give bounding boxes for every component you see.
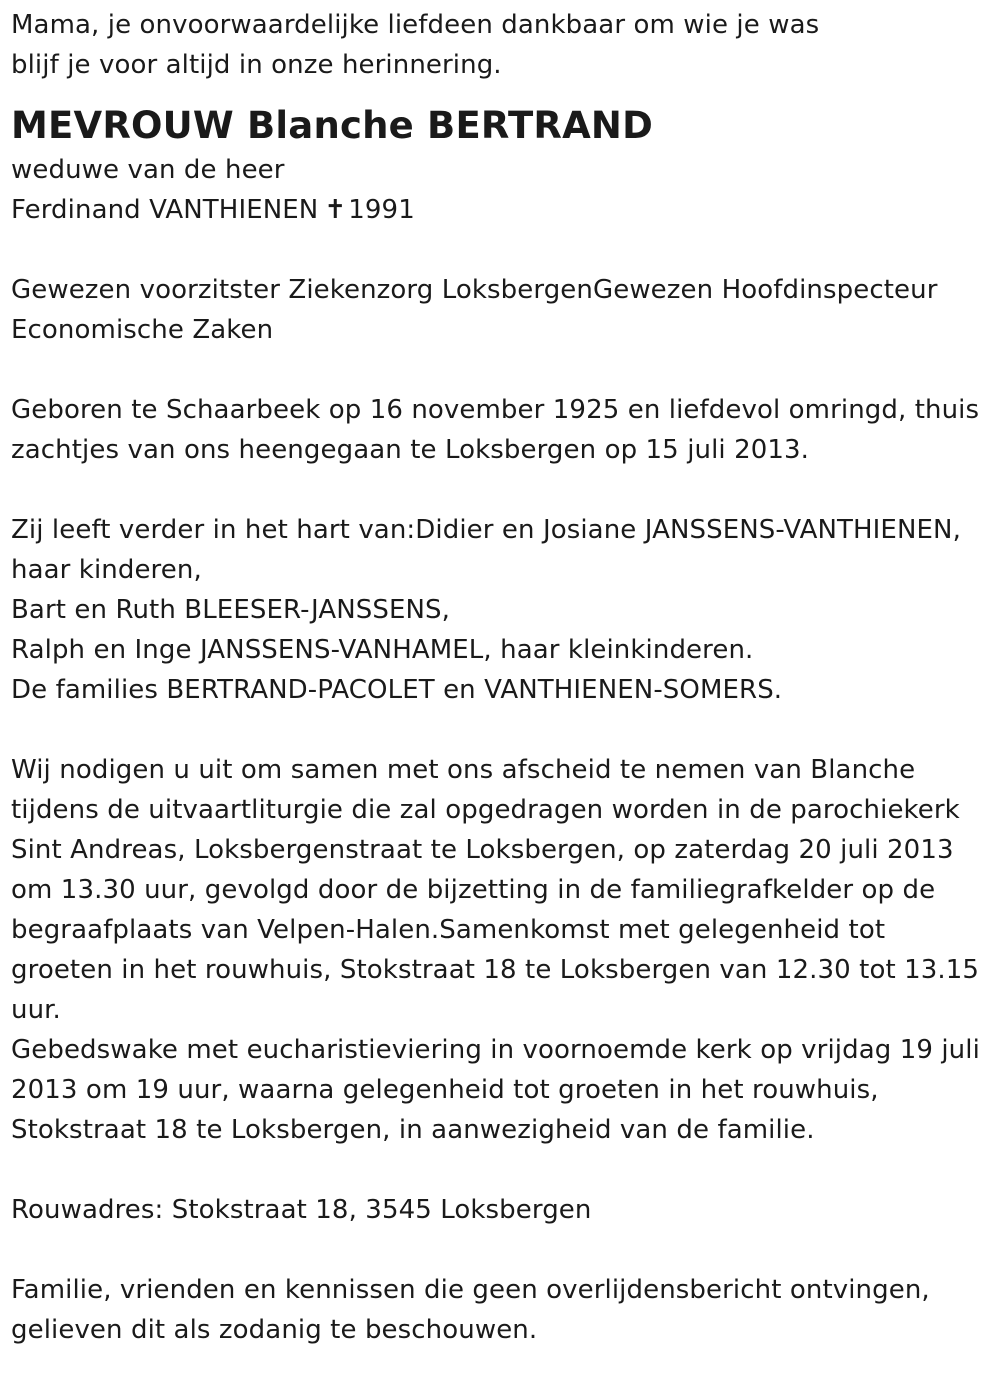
birth-death-line: zachtjes van ons heengegaan te Loksbergen op 15 juli 2013. [11,435,810,465]
functions-section [11,270,996,350]
survivors-line: De families BERTRAND-PACOLET en VANTHIENEN-SOMERS. [11,675,783,705]
functions-line: Gewezen voorzitster Ziekenzorg LoksbergenGewezen Hoofdinspecteur [11,275,938,305]
closing-line: gelieven dit als zodanig te beschouwen. [11,1315,538,1345]
ceremony-section [11,750,996,1150]
obituary-notice [11,5,996,1350]
spouse-death-year: 1991 [348,195,415,225]
intro-section [11,5,996,85]
spacer [11,1150,996,1190]
survivors-line: Bart en Ruth BLEESER-JANSSENS, [11,595,451,625]
spacer [11,710,996,750]
spacer [11,350,996,390]
cross-icon: ✝ [324,195,347,225]
birth-death-section [11,390,996,470]
spouse-line [11,190,996,230]
ceremony-line: Wij nodigen u uit om samen met ons afscheid te nemen van Blanche [11,755,916,785]
ceremony-line: Sint Andreas, Loksbergenstraat te Loksbergen, op zaterdag 20 juli 2013 [11,835,954,865]
widow-of-line: weduwe van de heer [11,155,285,185]
spouse-section [11,150,996,230]
ceremony-line: begraafplaats van Velpen-Halen.Samenkomst met gelegenheid tot [11,915,886,945]
deceased-name: MEVROUW Blanche BERTRAND [11,104,654,147]
intro-line: blijf je voor altijd in onze herinnering. [11,50,502,80]
survivors-line: Zij leeft verder in het hart van:Didier en Josiane JANSSENS-VANTHIENEN, [11,515,961,545]
survivors-section [11,510,996,710]
ceremony-line: tijdens de uitvaartliturgie die zal opgedragen worden in de parochiekerk [11,795,960,825]
intro-line: Mama, je onvoorwaardelijke liefdeen dankbaar om wie je was [11,10,820,40]
closing-section [11,1270,996,1350]
functions-line: Economische Zaken [11,315,274,345]
ceremony-line: 2013 om 19 uur, waarna gelegenheid tot groeten in het rouwhuis, [11,1075,879,1105]
spacer [11,1230,996,1270]
spouse-name: Ferdinand VANTHIENEN [11,195,319,225]
spacer [11,470,996,510]
address-section [11,1190,996,1230]
ceremony-line: om 13.30 uur, gevolgd door de bijzetting in de familiegrafkelder op de [11,875,936,905]
mourning-address: Rouwadres: Stokstraat 18, 3545 Loksbergen [11,1195,592,1225]
birth-death-line: Geboren te Schaarbeek op 16 november 1925 en liefdevol omringd, thuis [11,395,980,425]
survivors-line: haar kinderen, [11,555,202,585]
ceremony-line: Stokstraat 18 te Loksbergen, in aanwezigheid van de familie. [11,1115,815,1145]
spacer [11,230,996,270]
ceremony-line: uur. [11,995,61,1025]
closing-line: Familie, vrienden en kennissen die geen overlijdensbericht ontvingen, [11,1275,930,1305]
survivors-line: Ralph en Inge JANSSENS-VANHAMEL, haar kleinkinderen. [11,635,754,665]
ceremony-line: groeten in het rouwhuis, Stokstraat 18 te Loksbergen van 12.30 tot 13.15 [11,955,980,985]
ceremony-line: Gebedswake met eucharistieviering in voornoemde kerk op vrijdag 19 juli [11,1035,980,1065]
